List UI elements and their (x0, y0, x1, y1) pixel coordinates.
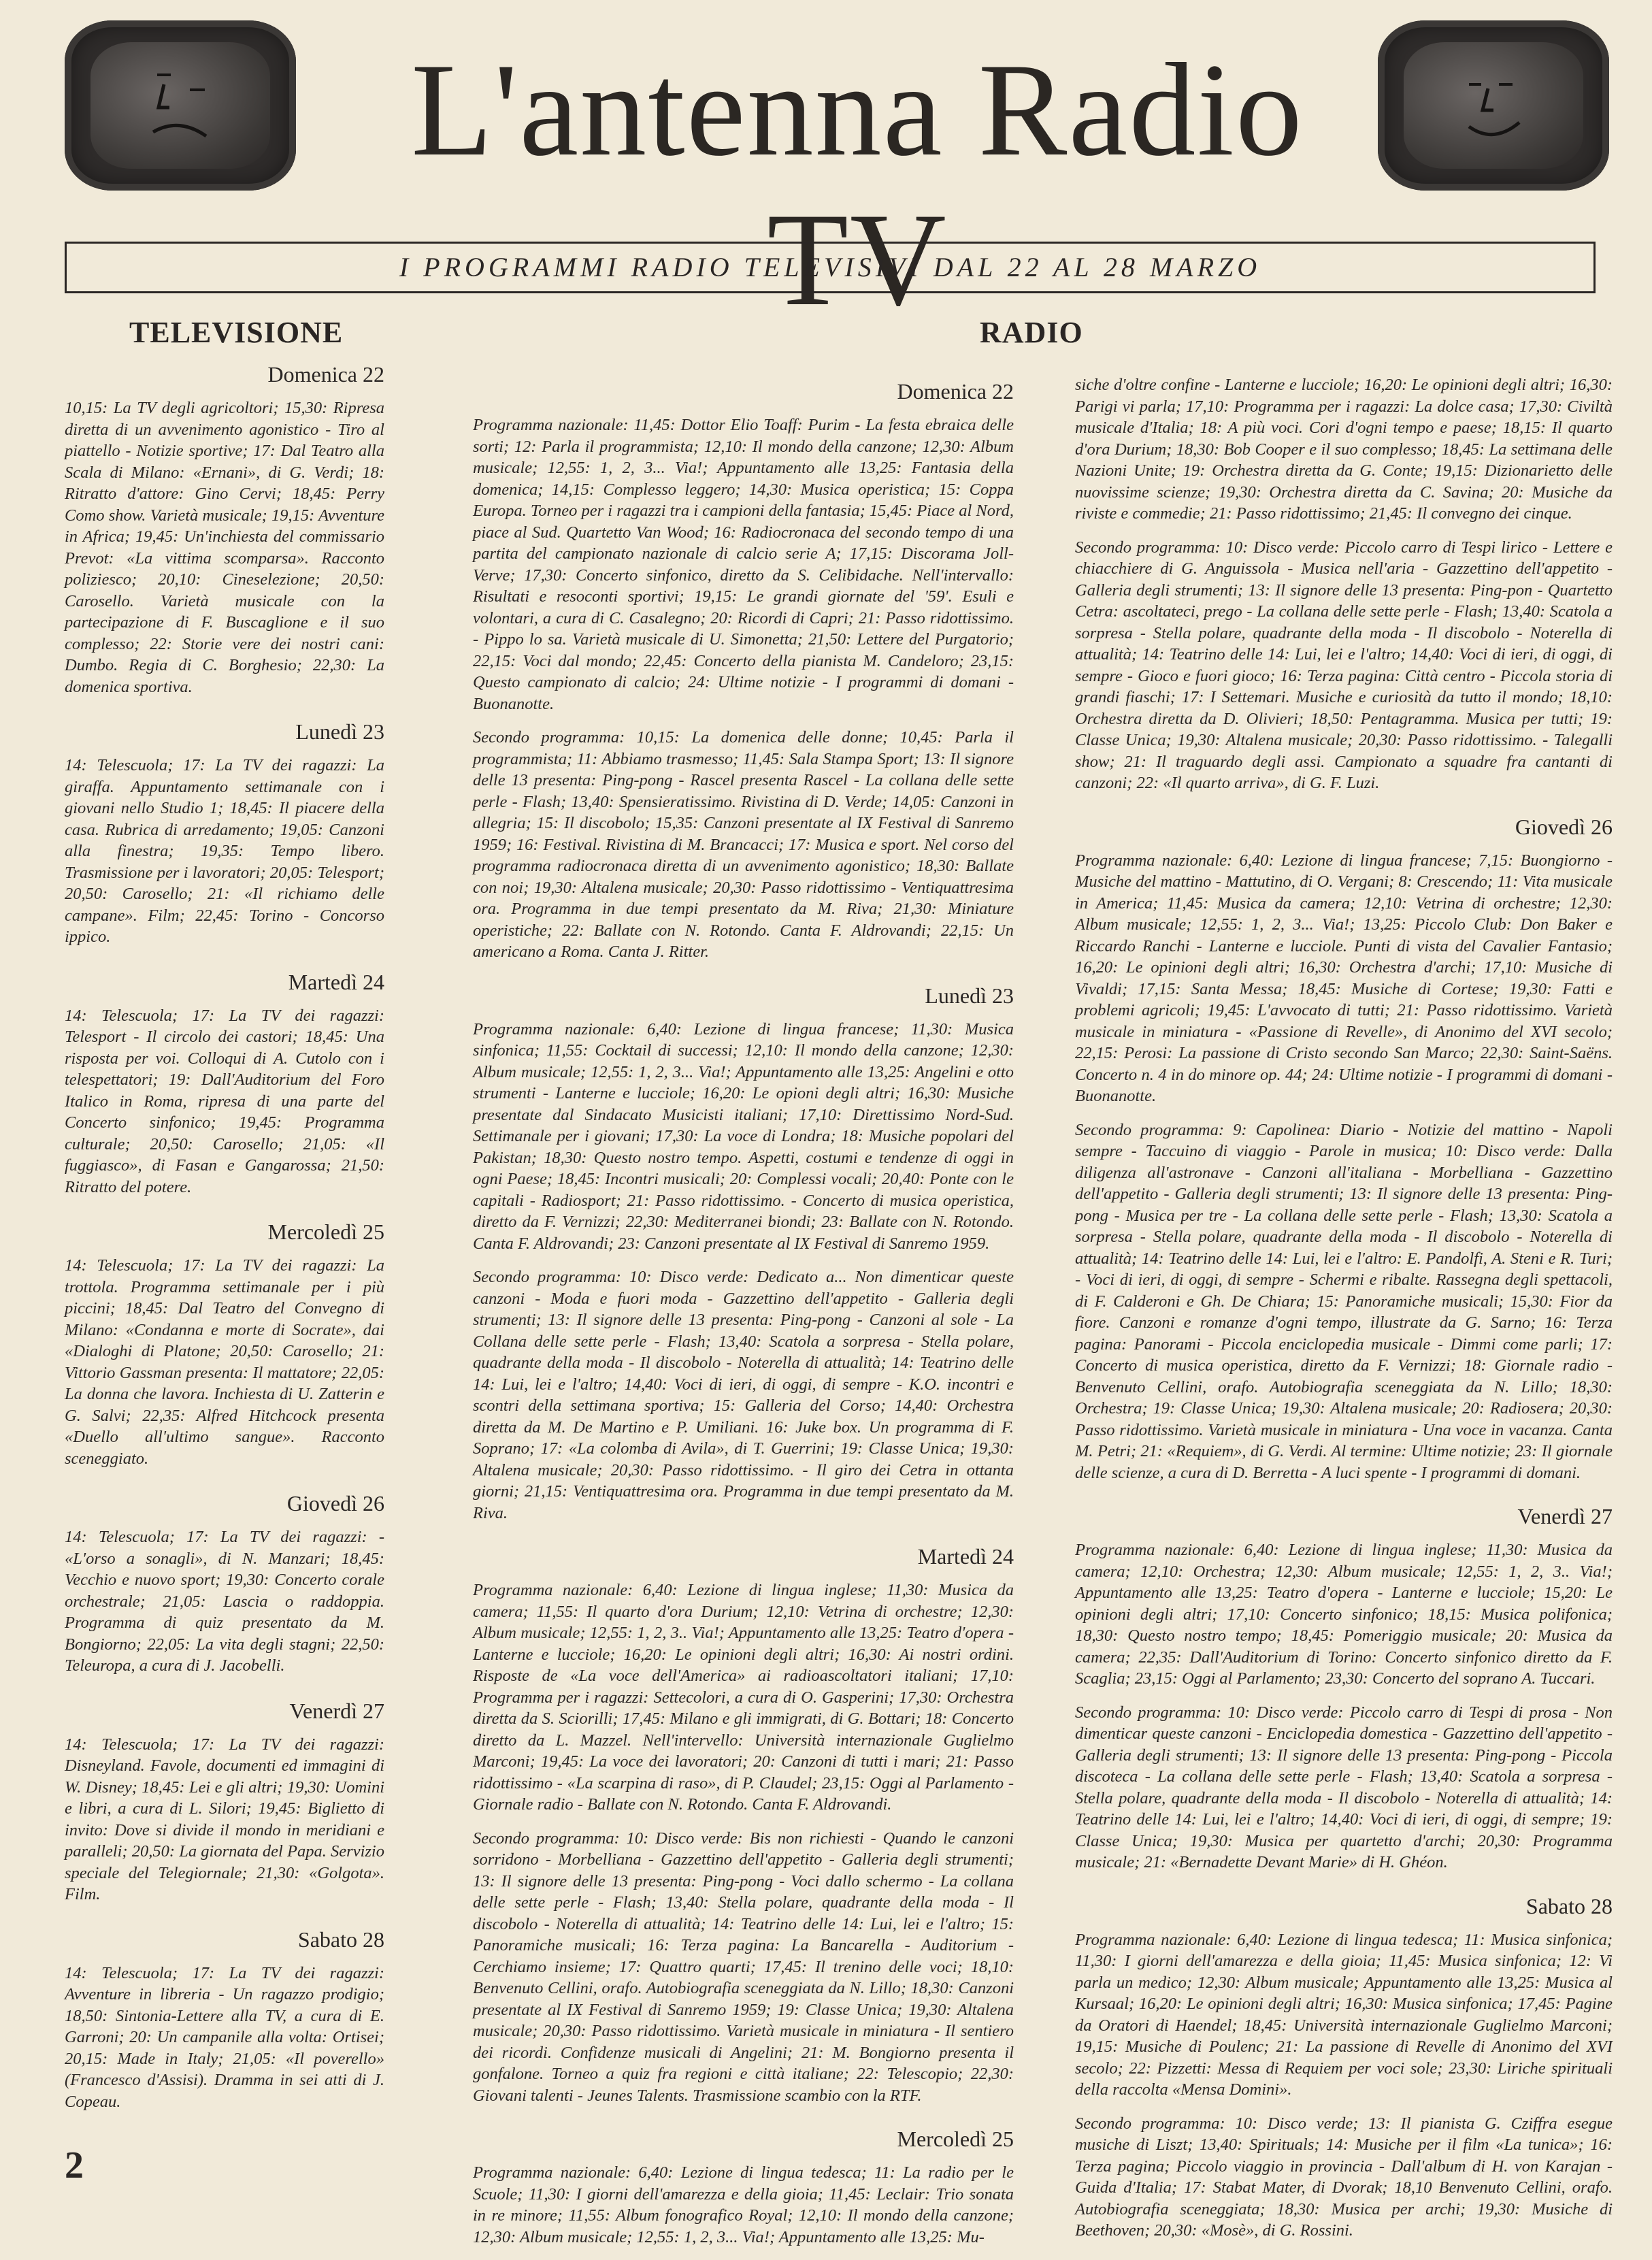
tv-day-program: 14: Telescuola; 17: La TV dei ragazzi: La giraffa. Appuntamento settimanale con i giovani nello Studio 1; 18,45: Il piacere della casa. Rubrica di arredamento; 19,05: Canzoni alla finestra; 19,35: Tempo libero. Trasmissione per i lavoratori; 20,05: Telesport; 20,50: Carosello; 21: «Il richiamo delle campane». Film; 22,45: Torino - Concorso ippico. (65, 756, 384, 946)
tv-day-program: 14: Telescuola; 17: La TV dei ragazzi: Telesport - Il circolo dei castori; 18,45: Una risposta per voi. Colloqui di A. Cutolo con i telespettatori; 19: Dall'Auditorium del Foro Italico in Roma, ripresa di una parte del Concerto sinfonico; 19,45: Programma culturale; 20,50: Carosello; 21,05: «Il fuggiasco», di Fasan e Gangarossa; 21,50: Ritratto del potere. (65, 1006, 384, 1196)
tv-day-program: 14: Telescuola; 17: La TV dei ragazzi: La trottola. Programma settimanale per i più piccini; 18,45: Dal Teatro del Convegno di Milano: «Condanna e morte di Socrate», dai «Dialoghi di Platone; 20,50: Carosello; 21: Vittorio Gassman presenta: Il mattatore; 22,05: La donna che lavora. Inchiesta di U. Zatterin e G. Salvi; 22,35: Alfred Hitchcock presenta «Duello all'ultimo sangue». Racconto sceneggiato. (65, 1256, 384, 1468)
radio-program: Secondo programma: 10: Disco verde: Bis non richiesti - Quando le canzoni sorridono - Morbelliana - Gazzettino dell'appetito - Galleria degli strumenti; 13: Il signore delle 13 presenta: Ping-pong - Voci dallo schermo - La collana delle sette perle - Flash; 13,40: Stella polare, quadrante della moda - Il discobolo - Noterella di attualità; 14: Teatrino delle 14: Lui, lei e l'altro; 15: Panoramiche musicali; 16: Terza pagina: La Bancarella - Auditorium - Cerchiamo insieme; 17: Quattro quarti; 17,45: Il trenino delle voci; 18,10: Benvenuto Cellini, orafo. Autobiografia sceneggiata da N. Lillo; 18,30: Canzoni presentate al IX Festival di Sanremo 1959; 19: Classe Unica; 19,30: Altalena musicale; 20,30: Passo ridottissimo. Varietà musicale in miniatura - Il sentiero dei ricordi. Confidenze musicali di Angelini; 21: M. Bongiorno presenta il gonfalone. Torneo a quiz fra regioni e città italiane; 22: Telescopio; 22,30: Giovani talenti - Jeunes Talents. Trasmissione scambio con la RTF. (473, 1829, 1014, 2105)
tv-day-heading: Lunedì 23 (295, 719, 384, 744)
tv-day-heading: Venerdì 27 (289, 1698, 384, 1723)
radio-day-heading: Venerdì 27 (1517, 1504, 1613, 1528)
radio-program: Secondo programma: 10: Disco verde: Piccolo carro di Tespi di prosa - Non dimenticar queste canzoni - Enciclopedia domestica - Gazzettino dell'appetito - Galleria degli strumenti; 13: Il signore delle 13 presenta: Ping-pong - Piccola discoteca - La collana delle sette perle - Flash; 13,40: Scatola a sorpresa - Stella polare, quadrante della moda - Il discobolo - Noterella di attualità; 14: Teatrino delle 14: Lui, lei e l'altro; 14,40: Voci di ieri, di oggi, di sempre; 19: Classe Unica; 19,30: Musica per quartetto d'archi; 20,30: Programma musicale; 21: «Bernadette Devant Marie» di H. Ghéon. (1075, 1703, 1613, 1871)
radio-program: Secondo programma: 10: Disco verde: Piccolo carro di Tespi lirico - Lettere e chiacchiere di G. Anguissola - Musica nell'aria - Gazzettino dell'appetito - Galleria degli strumenti; 13: Il signore delle 13 presenta: Ping-pon - Quartetto Cetra: ascoltateci, prego - La collana delle sette perle - Flash; 13,40: Scatola a sorpresa - Stella polare, quadrante della moda - Il discobolo - Noterella di attualità; 14: Teatrino delle 14: Lui, lei e l'altro; 14,40: Voci di ieri, di oggi, di sempre - Gioco e fuori gioco; 16: Terza pagina: Città centro - Piccola storia di grandi fiaschi; 17: I Settemari. Musiche e curiosità da tutto il mondo; 18,10: Orchestra diretta da D. Olivieri; 18,50: Pentagramma. Musica per tutti; 19: Classe Unica; 19,30: Altalena musicale; 20,30: Passo ridottissimo. - Talegalli show; 21: Il traguardo degli assi. Campionato a squadre fra cantanti di canzoni; 22: «Il quarto arriva», di G. F. Luzi. (1075, 538, 1613, 792)
radio-program: Secondo programma: 10: Disco verde; 13: Il pianista G. Cziffra esegue musiche di Liszt; 13,40: Spirituals; 14: Musiche per il film «La tunica»; 16: Terza pagina; Piccolo viaggio in provincia - Dall'album di H. von Karajan - Guida d'Italia; 17: Stabat Mater, di Dvorak; 18,10 Benvenuto Cellini, orafo. Autobiografia sceneggiata; 18,30: Musica per archi; 19,30: Musiche di Beethoven; 20,30: «Mosè», di G. Rossini. (1075, 2114, 1613, 2240)
television-column (65, 361, 384, 2125)
radio-program: Programma nazionale: 6,40: Lezione di lingua inglese; 11,30: Musica da camera; 12,10: Orchestra; 12,30: Album musicale; 12,55: 1, 2, 3.. Via!; Appuntamento alle 13,25: Teatro d'opera - Lanterne e lucciole; 15,20: Le opinioni degli altri; 17,10: Concerto sinfonico; 18,15: Musica polifonica; 18,30: Questo nostro tempo; 18,45: Pomeriggio musicale; 20: Musica da camera; 22,35: Dall'Auditorium di Torino: Concerto sinfonico diretto da F. Scaglia; 23,15: Oggi al Parlamento; 23,30: Concerto del soprano A. Tuccari. (1075, 1541, 1613, 1688)
radio-day-heading: Giovedì 26 (1515, 814, 1613, 839)
radio-program: Programma nazionale: 6,40: Lezione di lingua tedesca; 11: Musica sinfonica; 11,30: I giorni dell'amarezza e della gioia; 11,45: Musica sinfonica; 12: Vi parla un medico; 12,30: Album musicale; Appuntamento alle 13,25: Musica al Kursaal; 16,20: Le opinioni degli altri; 16,30: Musica sinfonica; 17,45: Pagine da Oratori di Haendel; 18,45: Università internazionale Guglielmo Marconi; 19,15: Musiche di Poulenc; 21: La passione di Revelle di Anonimo del XVI secolo; 22: Pizzetti: Messa di Requiem per voci sole; 23,30: Liriche spirituali della raccolta «Mensa Domini». (1075, 1930, 1613, 2099)
tv-day-program: 10,15: La TV degli agricoltori; 15,30: Ripresa diretta di un avvenimento agonistico - Tiro al piattello - Notizie sportive; 17: Dal Teatro alla Scala di Milano: «Ernani», di G. Verdi; 18: Ritratto d'attore: Gino Cervi; 18,45: Perry Como show. Varietà musicale; 19,15: Avventure in Africa; 19,45: Un'inchiesta del commissario Prevot: «La vittima scomparsa». Racconto poliziesco; 20,10: Cineselezione; 20,50: Carosello. Varietà musicale con la partecipazione di F. Buscaglione e il suo complesso; 22: Storie vere dei nostri cani: Dumbo. Regia di C. Borghesio; 22,30: La domenica sportiva. (65, 399, 384, 696)
page-number: 2 (65, 2144, 84, 2187)
frown-face-icon (90, 42, 270, 169)
radio-program: Secondo programma: 9: Capolinea: Diario - Notizie del mattino - Napoli sempre - Taccuino di viaggio - Parole in musica; 10: Disco verde: Dalla diligenza all'astronave - Canzoni all'italiana - Morbelliana - Gazzettino dell'appetito - Galleria degli strumenti; 13: Il signore delle 13 presenta: Ping-pong - Musica per tre - La collana delle sette perle - Flash; 13,30: Scatola a sorpresa - Stella polare, quadrante della moda - Il discobolo - Noterella di attualità; 14: Teatrino delle 14: Lui, lei e l'altro: E. Pandolfi, A. Steni e R. Turi; - Voci di ieri, di oggi, di sempre - Schermi e ribalte. Rassegna degli spettacoli, di F. Calderoni e Gh. De Chiara; 15: Panoramiche musicali; 15,30: Fior da fiore. Canzoni e romanze d'ogni tempo, illustrate da G. Sarno; 16: Terza pagina: Panorami - Piccola enciclopedia musicale - Dimmi come parli; 17: Concerto di musica operistica, diretto da F. Vernizzi; 18: Giornale radio - Benvenuto Cellini, orafo. Autobiografia sceneggiata da N. Lillo; 18,30: Orchestra; 19: Classe Unica; 19,30: Altalena musicale; 20: Radiosera; 20,30: Passo ridottissimo. Varietà musicale in miniatura - Una voce in vacanza. Canta M. Petri; 21: «Requiem», di G. Verdi. Al termine: Ultime notizie; 23: Il giornale delle scienze, a cura di D. Berretta - A luci spente - I programmi di domani. (1075, 1120, 1613, 1482)
radio-day-heading: Domenica 22 (897, 379, 1014, 404)
tv-day-program: 14: Telescuola; 17: La TV dei ragazzi: - «L'orso a sonagli», di N. Manzari; 18,45: Vecchio e nuovo sport; 19,30: Concerto corale orchestrale; 21,05: Lascia o raddoppia. Programma di quiz presentato da M. Bongiorno; 22,05: La vita degli stagni; 22,50: Teleuropa, a cura di J. Jacobelli. (65, 1528, 384, 1675)
radio-day-heading: Lunedì 23 (925, 983, 1014, 1008)
tv-day-heading: Giovedì 26 (286, 1491, 384, 1516)
radio-program: Programma nazionale: 6,40: Lezione di lingua tedesca; 11: La radio per le Scuole; 11,30: I giorni dell'amarezza e della gioia; 11,45: Leclair: Trio sonata in re minore; 11,55: Album fonografico Royal; 12,10: Il mondo della canzone; 12,30: Album musicale; 12,55: 1, 2, 3... Via!; Appuntamento alle 13,25: Mu- (473, 2163, 1014, 2246)
tv-set-right-icon (1378, 20, 1609, 191)
radio-program: Secondo programma: 10,15: La domenica delle donne; 10,45: Parla il programmista; 11: Abbiamo trasmesso; 11,45: Sala Stampa Sport; 13: Il signore delle 13 presenta: Ping-pong - Rascel presenta Rascel - La collana delle sette perle - Flash; 13,40: Spensieratissimo. Rivistina di D. Verde; 14,05: Canzoni in allegria; 15: Il discobolo; 15,35: Canzoni presentate al IX Festival di Sanremo 1959; 16: Festival. Rivistina di M. Brancacci; 17: Musica e sport. Nel corso del programma radiocronaca diretta di un avvenimento agonistico; 18,30: Ballate con noi; 19,30: Altalena musicale; 20,30: Passo ridottissimo - Ventiquattresima ora. Programma in due tempi presentato da M. Riva; 21,30: Miniature operistiche; 22: Ballate con N. Rotondo. Canta F. Aldrovandi; 22,15: Un americano a Roma. Canta J. Ritter. (473, 728, 1014, 961)
radio-day-heading: Sabato 28 (1525, 1893, 1613, 1918)
radio-program: Programma nazionale: 6,40: Lezione di lingua francese; 7,15: Buongiorno - Musiche del mattino - Mattutino, di O. Vergani; 8: Crescendo; 11: Vita musicale in America; 11,45: Musica da camera; 12,10: Vetrina di orchestre; 12,30: Album musicale; 12,55: 1, 2, 3... Via!; 13,25: Piccolo Club: Don Baker e Riccardo Ranchi - Lanterne e lucciole. Punti di vista del Cavalier Fantasio; 16,20: Le opinioni degli altri; 16,30: Orchestra d'archi; 17,10: Musiche di Vivaldi; 17,15: Santa Messa; 18,45: Musiche di Cortese; 19,30: Fatti e problemi agricoli; 19,45: L'avvocato di tutti; 21: Passo ridottissimo. Varietà musicale in miniatura - «Passione di Revelle», di Anonimo del XVI secolo; 22,15: Perosi: La passione di Cristo secondo San Marco; 22,30: Saint-Saëns. Concerto n. 4 in do minore op. 44; 24: Ultime notizie - I programmi di domani - Buonanotte. (1075, 851, 1613, 1105)
tv-set-left-icon (65, 20, 296, 191)
radio-heading: RADIO (980, 316, 1083, 349)
tv-day-program: 14: Telescuola; 17: La TV dei ragazzi: Avventure in libreria - Un ragazzo prodigio; 18,50: Sintonia-Lettere alla TV, a cura di E. Garroni; 20: Un campanile alla volta: Ortisei; 20,15: Made in Italy; 21,05: «Il poverello» (Francesco d'Assisi). Dramma in sei atti di J. Copeau. (65, 1963, 384, 2111)
radio-day-heading: Mercoledì 25 (897, 2127, 1014, 2151)
radio-program: Programma nazionale: 6,40: Lezione di lingua inglese; 11,30: Musica da camera; 11,55: Il quarto d'ora Durium; 12,10: Vetrina di orchestre; 12,30: Album musicale; 12,55: 1, 2, 3.. Via!; Appuntamento alle 13,25: Teatro d'opera - Lanterne e lucciole; 16,20: Le opinioni degli altri; 16,30: Ai nostri ordini. Risposte de «La voce dell'America» ai radioascoltatori italiani; 17,10: Programma per i ragazzi: Settecolori, a cura di O. Gasperini; 17,30: Orchestra diretta da S. Sciorilli; 17,45: Milano e gli immigrati, di G. Bottari; 18: Concerto diretto da L. Mazzel. Nell'intervello: Università internazionale Guglielmo Marconi; 19,45: La voce dei lavoratori; 20: Canzoni di tutti i mari; 21: Passo ridottissimo - «La scarpina di raso», di P. Claudel; 23,15: Oggi al Parlamento - Giornale radio - Ballate con N. Rotondo. Canta F. Aldrovandi. (473, 1581, 1014, 1814)
tv-day-heading: Mercoledì 25 (267, 1219, 384, 1244)
tv-day-program: 14: Telescuola; 17: La TV dei ragazzi: Disneyland. Favole, documenti ed immagini di W. Disney; 18,45: Lei e gli altri; 19,30: Uomini e libri, a cura di L. Silori; 19,45: Biglietto di invito: Dove si divide il mondo in meridiani e paralleli; 20,50: La giornata del Papa. Servizio speciale del Telegiornale; 21,30: «Golgota». Film. (65, 1735, 384, 1903)
radio-program: Programma nazionale: 6,40: Lezione di lingua francese; 11,30: Musica sinfonica; 11,55: Cocktail di successi; 12,10: Il mondo della canzone; 12,30: Album musicale; 12,55: 1, 2, 3... Via!; Appuntamento alle 13,25: Angelini e otto strumenti - Lanterne e lucciole; 16,20: Le opioni degli altri; 16,30: Musiche presentate dal Sindacato Musicisti italiani; 17,10: Direttissimo Nord-Sud. Settimanale per i giovani; 17,30: La voce di Londra; 18: Musiche popolari del Pakistan; 18,30: Questo nostro tempo. Aspetti, costumi e tendenze di oggi in ogni Paese; 18,45: Incontri musicali; 20: Complessi vocali; 20,40: Ponte con le capitali - Radiosport; 21: Passo ridottissimo. - Concerto di musica operistica, diretto da F. Vernizzi; 22,30: Mediterranei biondi; 23: Ballate con N. Rotondo. Canta F. Aldrovandi; 23: Canzoni presentate al IX Festival di Sanremo 1959. (473, 1019, 1014, 1253)
tv-day-heading: Martedì 24 (288, 969, 384, 994)
radio-day-heading: Martedì 24 (917, 1544, 1014, 1569)
radio-program: siche d'oltre confine - Lanterne e lucciole; 16,20: Le opinioni degli altri; 16,30: Parigi vi parla; 17,10: Programma per i ragazzi: La dolce casa; 17,30: Civiltà musicale d'Italia; 18: A più voci. Cori d'ogni tempo e paese; 18,15: Il quarto d'ora Durium; 18,30: Bob Cooper e il suo complesso; 18,45: La settimana delle Nazioni Unite; 19: Orchestra diretta da G. Conte; 19,15: Dizionarietto delle nuovissime scienze; 19,30: Orchestra diretta da C. Savina; 20: Musiche da riviste e commedie; 21: Passo ridottissimo; 21,45: Il convegno dei cinque. (1075, 376, 1613, 523)
programs-banner: I PROGRAMMI RADIO TELEVISIVI DAL 22 AL 28 MARZO (65, 242, 1596, 293)
radio-program: Programma nazionale: 11,45: Dottor Elio Toaff: Purim - La festa ebraica delle sorti; 12: Parla il programmista; 12,10: Il mondo della canzone; 12,30: Album musicale; 12,55: 1, 2, 3... Via!; Appuntamento alle 13,25: Fantasia della domenica; 14,15: Complesso leggero; 14,30: Musica operistica; 15: Coppa Europa. Torneo per i ragazzi tra i campioni della fantasia; 15,45: Piace al Nord, piace al Sud. Quartetto Van Wood; 16: Radiocronaca del secondo tempo di una partita del campionato nazionale di calcio serie A; 17,15: Discorama Joll-Verve; 17,30: Concerto sinfonico, diretto da S. Celibidache. Nell'intervallo: Risultati e resoconti sportivi; 19,15: Le grandi giornate del '59'. Esuli e volontari, a cura di C. Casalegno; 20: Ricordi di Capri; 21: Passo ridottissimo. - Pippo lo sa. Varietà musicale di U. Simonetta; 21,50: Lettere del Purgatorio; 22,15: Voci dal mondo; 22,45: Concerto della pianista M. Candeloro; 23,15: Questo campionato di calcio; 24: Ultime notizie - I programmi di domani - Buonanotte. (473, 416, 1014, 713)
masthead-title: L'antenna Radio TV (411, 36, 1304, 333)
tv-day-heading: Sabato 28 (297, 1927, 384, 1952)
smile-face-icon (1404, 42, 1583, 169)
radio-program: Secondo programma: 10: Disco verde: Dedicato a... Non dimenticar queste canzoni - Moda e fuori moda - Gazzettino dell'appetito - Galleria degli strumenti; 13: Il signore delle 13 presenta: Ping-pong - Canzoni al sole - La Collana delle sette perle - Flash; 13,40: Scatola a sorpresa - Stella polare, quadrante della moda - Il discobolo - Noterella di attualità; 14: Teatrino delle 14: Lui, lei e l'altro; 14,40: Voci di ieri, di oggi, di sempre - K.O. incontri e scontri della settimana sportiva; 15: Galleria del Corso; 14,40: Orchestra diretta da M. De Martino e P. Umiliani. 16: Juke box. Un programma di F. Soprano; 17: «La colomba di Avila», di T. Guerrini; 19: Classe Unica; 19,30: Altalena musicale; 20,30: Passo ridottissimo. - Il giro dei Cetra in ottanta giorni; 21,15: Ventiquattresima ora. Programma in due tempi presentato da M. Riva. (473, 1268, 1014, 1522)
tv-day-heading: Domenica 22 (267, 362, 384, 387)
television-heading: TELEVISIONE (129, 316, 344, 349)
radio-column-2 (1075, 374, 1613, 2254)
radio-column-1 (473, 378, 1014, 2260)
